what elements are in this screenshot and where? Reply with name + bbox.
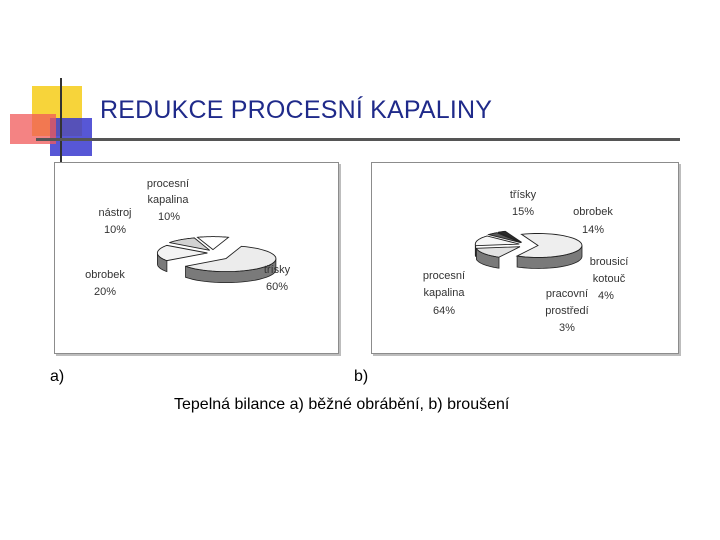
label-b-prostredi: pracovní prostředí <box>545 288 589 317</box>
label-a-proc-pct: 10% <box>157 211 181 223</box>
page-title: REDUKCE PROCESNÍ KAPALINY <box>100 96 493 124</box>
label-b-obrobek: obrobek <box>573 206 613 218</box>
label-b: b) <box>354 368 369 385</box>
chart-a-frame <box>54 162 339 354</box>
label-b-proc: procesní kapalina <box>422 270 466 299</box>
label-b-kotouc-pct: 4% <box>598 290 614 302</box>
label-a-nastroj-pct: 10% <box>103 224 127 236</box>
pie-chart-a <box>55 163 338 353</box>
title-underline <box>36 138 680 141</box>
label-b-obrobek-pct: 14% <box>581 224 605 236</box>
label-a-obrobek-pct: 20% <box>93 286 117 298</box>
decor-vertical-line <box>60 78 62 162</box>
label-b-trisky-pct: 15% <box>511 206 535 218</box>
label-a-trisky-pct: 60% <box>265 281 289 293</box>
pie-chart-b <box>372 163 678 353</box>
pie-slice-0 <box>186 246 276 271</box>
decor-blue-square <box>50 118 92 156</box>
figure-caption: Tepelná bilance a) běžné obrábění, b) broušení <box>174 396 510 413</box>
label-b-trisky: třísky <box>509 189 537 201</box>
label-a-trisky: třísky <box>263 264 291 276</box>
label-b-proc-pct: 64% <box>432 305 456 317</box>
label-a-nastroj: nástroj <box>98 207 132 219</box>
label-a: a) <box>50 368 65 385</box>
label-a-proc-1: procesní kapalina <box>146 178 190 206</box>
chart-b-frame <box>371 162 679 354</box>
label-b-prostredi-pct: 3% <box>559 322 575 334</box>
label-b-kotouc: brousicí kotouč <box>589 256 629 285</box>
label-a-obrobek: obrobek <box>85 269 125 281</box>
